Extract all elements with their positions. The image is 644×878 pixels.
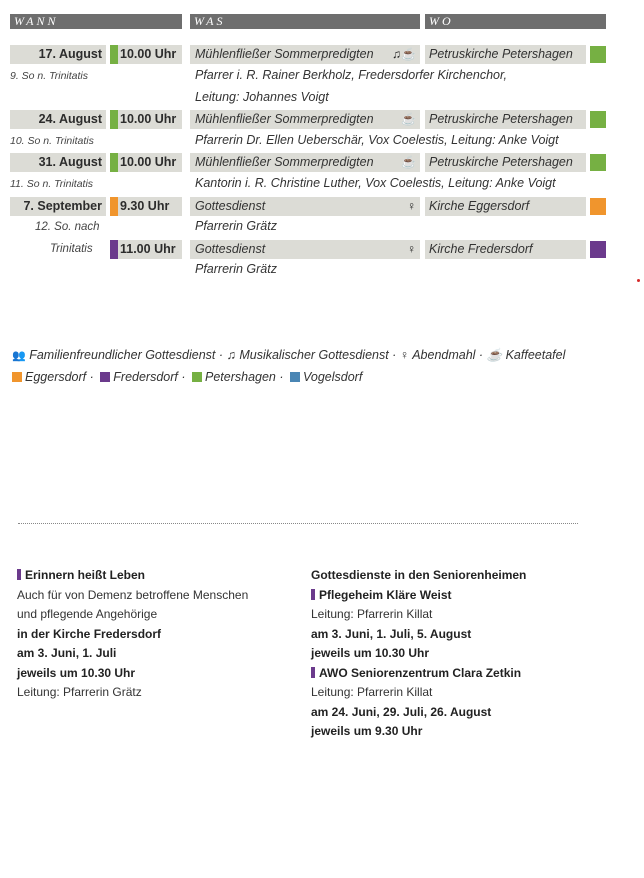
block-leader: Leitung: Pfarrerin Killat <box>311 607 433 621</box>
block-dates: am 3. Juni, 1. Juli, 5. August <box>311 626 472 641</box>
legend-text: Familienfreundlicher Gottesdienst · ♫ Musikalischer Gottesdienst · ♀ Abendmahl · ☕ Kaffeetafel <box>29 348 566 362</box>
column-header-wo: WO <box>425 14 606 29</box>
event-description: Pfarrer i. R. Rainer Berkholz, Fredersdorfer Kirchenchor, <box>195 68 507 82</box>
red-dot-marker <box>637 279 640 282</box>
event-date: 31. August <box>10 153 106 172</box>
location-color-chip <box>590 198 606 215</box>
home-title: Pflegeheim Kläre Weist <box>311 586 526 606</box>
communion-icon: ♀ <box>407 242 416 256</box>
location-color-chip <box>110 45 118 64</box>
sunday-label: 10. So n. Trinitatis <box>10 135 94 147</box>
purple-marker <box>311 589 315 600</box>
event-time: 10.00 Uhr <box>110 110 182 129</box>
coffee-icon: ☕ <box>401 155 416 169</box>
legend-vogelsdorf: Vogelsdorf <box>303 370 363 384</box>
event-location: Petruskirche Petershagen <box>425 45 586 64</box>
event-date: 7. September <box>10 197 106 216</box>
block-time: jeweils um 10.30 Uhr <box>17 665 136 680</box>
block-title: Gottesdienste in den Seniorenheimen <box>311 568 527 582</box>
coffee-icon: ☕ <box>401 112 416 126</box>
location-color-chip <box>590 154 606 171</box>
family-icon: 👥 <box>12 350 26 362</box>
event-title: Gottesdienst ♀ <box>190 240 420 259</box>
sunday-label: Trinitatis <box>50 243 93 255</box>
block-dates: am 3. Juni, 1. Juli <box>17 646 117 660</box>
event-location: Kirche Fredersdorf <box>425 240 586 259</box>
event-time: 10.00 Uhr <box>110 45 182 64</box>
location-color-chip <box>110 197 118 216</box>
home-title: AWO Seniorenzentrum Clara Zetkin <box>311 664 526 684</box>
event-time: 10.00 Uhr <box>110 153 182 172</box>
block-text: Auch für von Demenz betroffene Menschen <box>17 587 249 602</box>
event-location: Kirche Eggersdorf <box>425 197 586 216</box>
block-title: Erinnern heißt Leben <box>17 566 248 586</box>
legend-fredersdorf: Fredersdorf · <box>113 370 186 384</box>
vogelsdorf-color-swatch <box>290 372 300 382</box>
petershagen-color-swatch <box>192 372 202 382</box>
event-time: 9.30 Uhr <box>110 197 182 216</box>
event-title: Mühlenfließer Sommerpredigten ☕ <box>190 110 420 129</box>
purple-marker <box>311 667 315 678</box>
event-description: Pfarrerin Grätz <box>195 262 277 276</box>
legend-eggersdorf: Eggersdorf · <box>25 370 94 384</box>
event-title: Gottesdienst ♀ <box>190 197 420 216</box>
location-color-chip <box>590 46 606 63</box>
location-color-chip <box>110 240 118 259</box>
legend-petershagen: Petershagen · <box>205 370 284 384</box>
block-location: in der Kirche Fredersdorf <box>17 626 162 641</box>
event-description: Pfarrerin Dr. Ellen Ueberschär, Vox Coelestis, Leitung: Anke Voigt <box>195 133 559 147</box>
sunday-label: 11. So n. Trinitatis <box>10 178 94 190</box>
info-block-senior-homes <box>311 566 526 742</box>
event-date: 24. August <box>10 110 106 129</box>
purple-marker <box>17 569 21 580</box>
event-description: Pfarrerin Grätz <box>195 219 277 233</box>
event-title: Mühlenfließer Sommerpredigten ♫☕ <box>190 45 420 64</box>
location-color-chip <box>110 110 118 129</box>
location-color-chip <box>590 241 606 258</box>
fredersdorf-color-swatch <box>100 372 110 382</box>
eggersdorf-color-swatch <box>12 372 22 382</box>
divider <box>18 523 578 524</box>
event-description: Leitung: Johannes Voigt <box>195 90 329 104</box>
location-legend <box>12 370 362 384</box>
info-block-dementia <box>17 566 248 703</box>
block-dates: am 24. Juni, 29. Juli, 26. August <box>311 704 492 719</box>
block-time: jeweils um 10.30 Uhr <box>311 646 430 660</box>
column-header-wann: WANN <box>10 14 182 29</box>
column-header-was: WAS <box>190 14 420 29</box>
icon-legend <box>12 348 565 363</box>
event-location: Petruskirche Petershagen <box>425 110 586 129</box>
communion-icon: ♀ <box>407 199 416 213</box>
block-time: jeweils um 9.30 Uhr <box>311 724 423 738</box>
music-coffee-icon: ♫☕ <box>392 47 416 61</box>
sunday-label: 9. So n. Trinitatis <box>10 70 89 82</box>
event-description: Kantorin i. R. Christine Luther, Vox Coelestis, Leitung: Anke Voigt <box>195 176 556 190</box>
block-leader: Leitung: Pfarrerin Killat <box>311 685 433 699</box>
event-location: Petruskirche Petershagen <box>425 153 586 172</box>
event-title: Mühlenfließer Sommerpredigten ☕ <box>190 153 420 172</box>
event-time: 11.00 Uhr <box>110 240 182 259</box>
location-color-chip <box>110 153 118 172</box>
sunday-label: 12. So. nach <box>35 221 100 233</box>
block-text: und pflegende Angehörige <box>17 607 158 621</box>
location-color-chip <box>590 111 606 128</box>
event-date: 17. August <box>10 45 106 64</box>
block-leader: Leitung: Pfarrerin Grätz <box>17 685 142 699</box>
